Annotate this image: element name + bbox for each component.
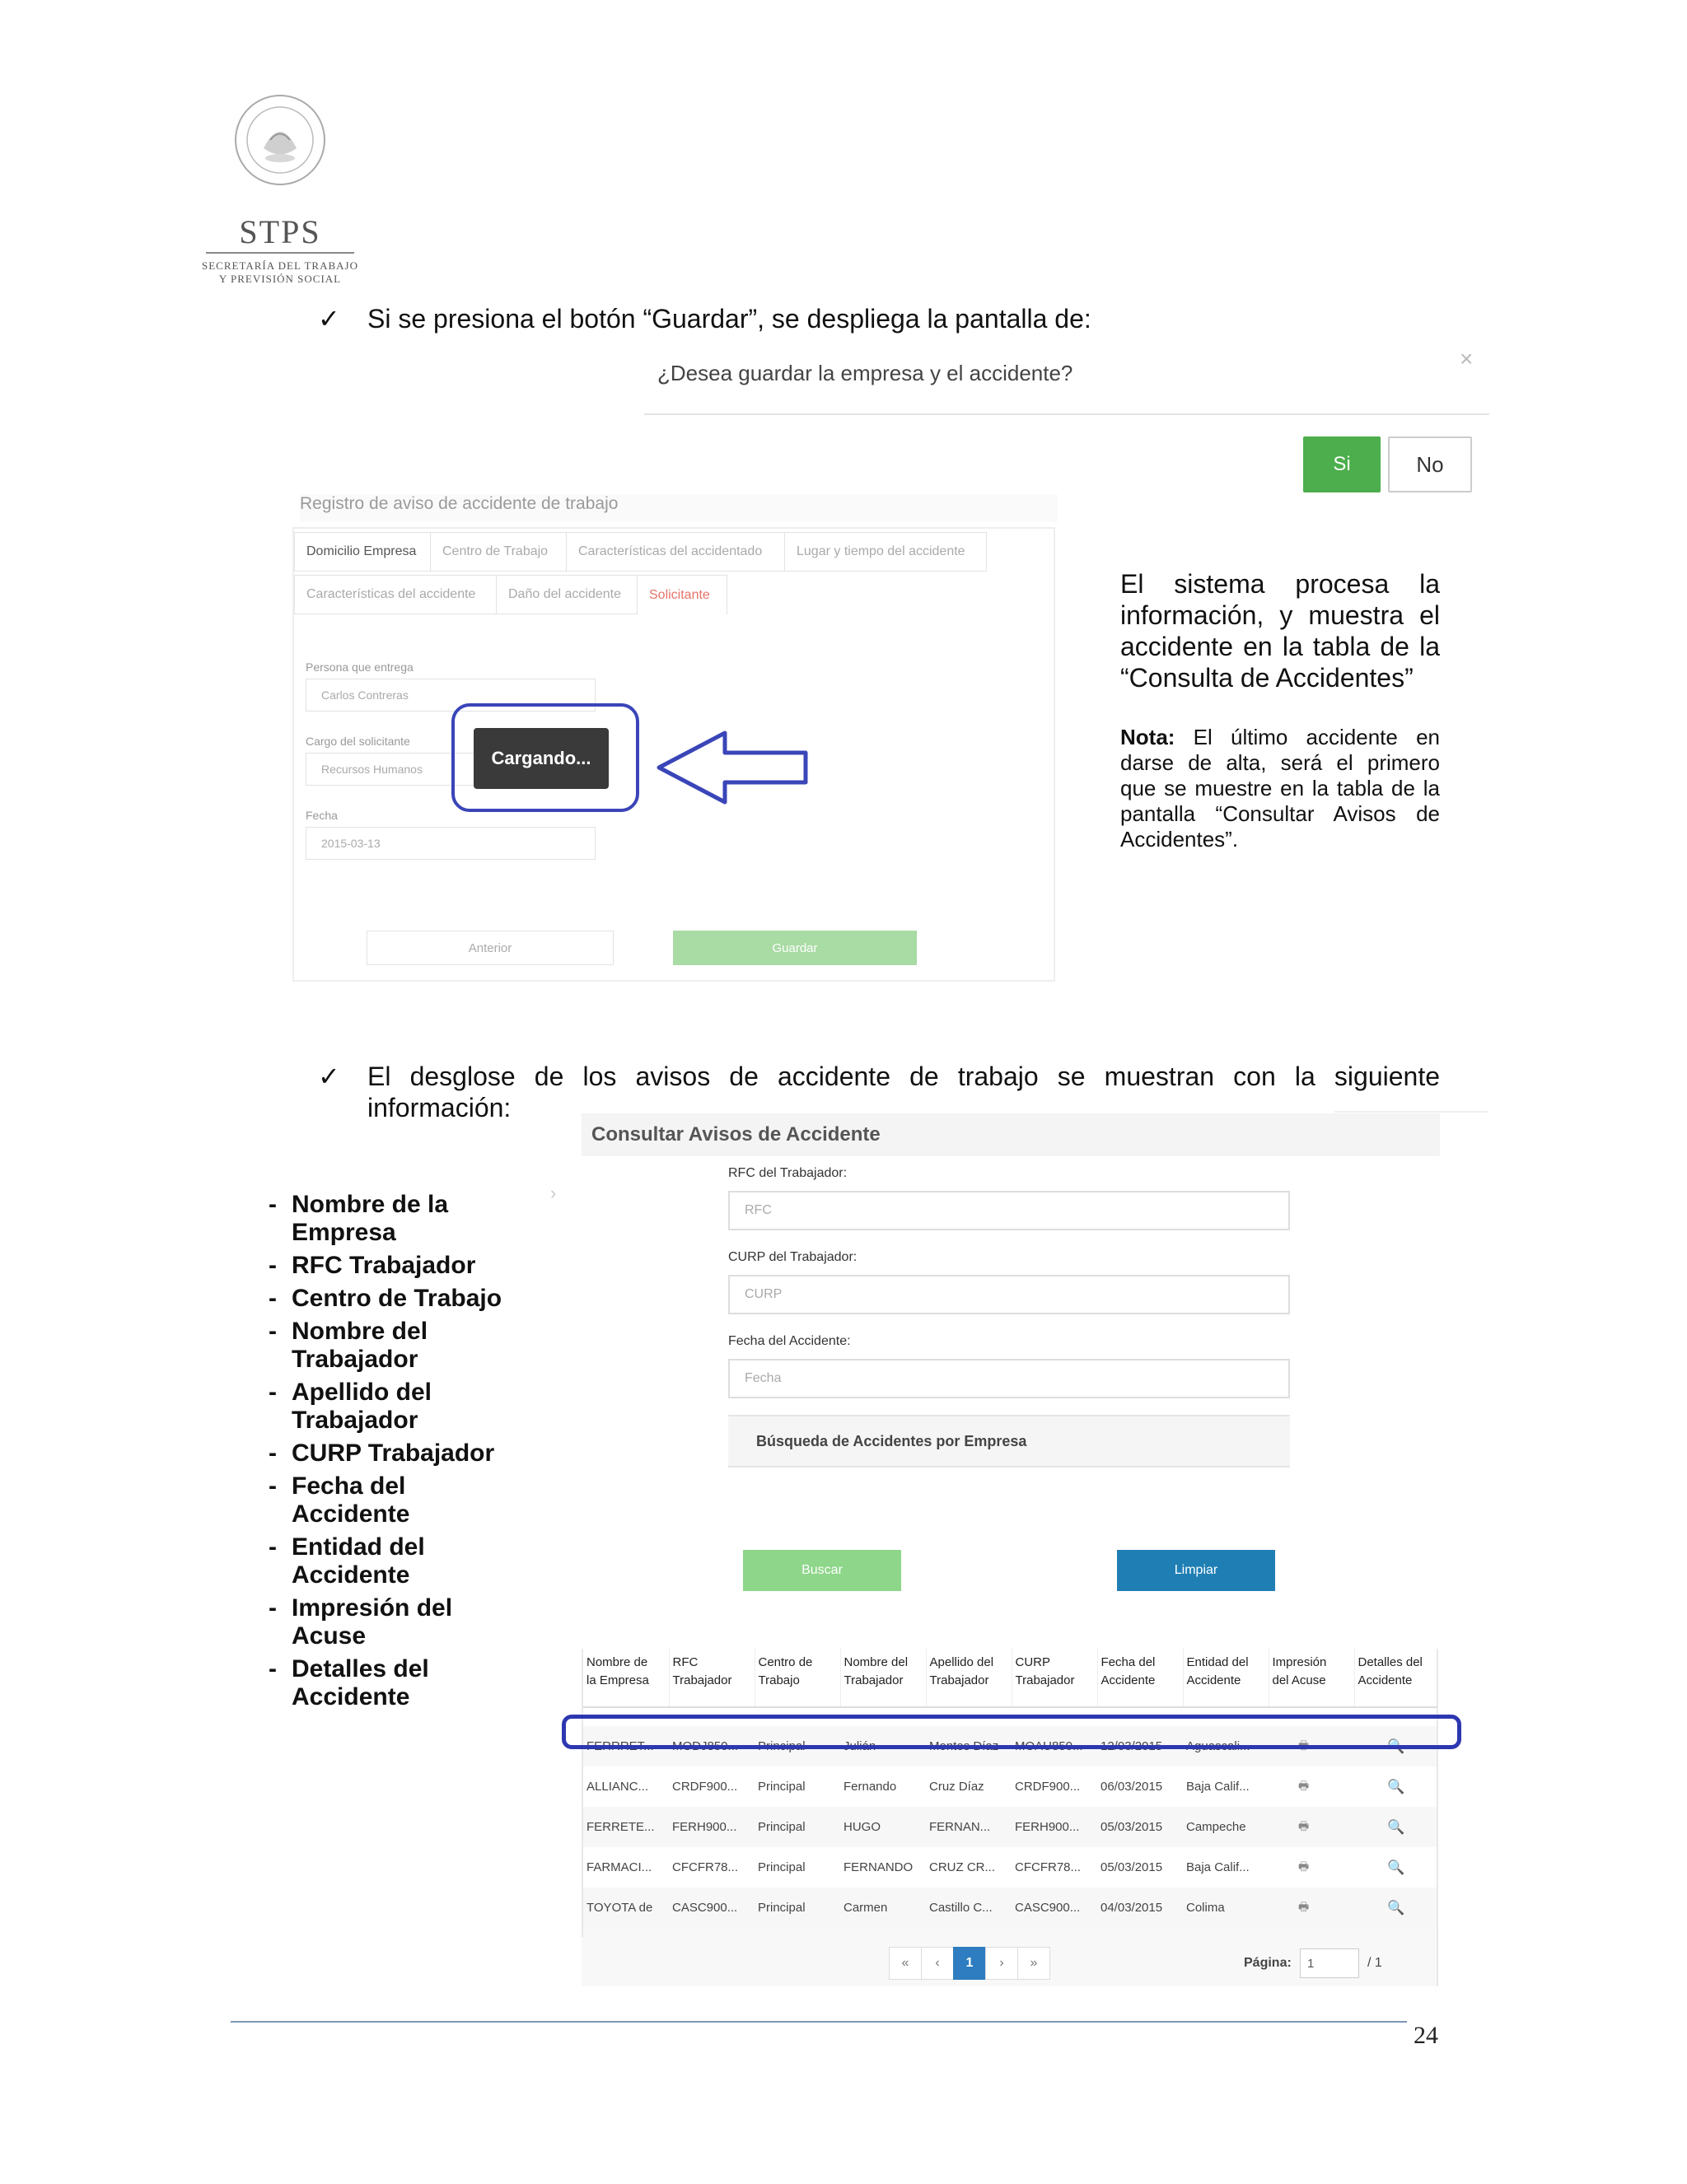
pagination <box>890 1947 1050 1980</box>
page-number: 24 <box>1414 2022 1438 2049</box>
pagina-label: Página: <box>1244 1956 1292 1970</box>
first-row-highlight-ring <box>562 1715 1461 1749</box>
search-icon[interactable]: 🔍 <box>1354 1807 1437 1847</box>
search-icon[interactable]: 🔍 <box>1387 1778 1405 1794</box>
bullet-text-guardar: Si se presiona el botón “Guardar”, se despliega la pantalla de: <box>367 304 1091 334</box>
table-row[interactable]: FARMACI... CFCFR78... Principal FERNANDO CRUZ CR... CFCFR78... 05/03/2015 Baja Calif... 🖶 🔍 <box>583 1847 1437 1888</box>
curp-label: CURP del Trabajador: <box>728 1250 858 1264</box>
checkmark-icon: ✓ <box>318 304 340 334</box>
list-item: - Impresión del Acuse <box>269 1594 453 1650</box>
mexico-seal-icon <box>231 91 329 189</box>
accidents-table <box>583 1649 1437 1928</box>
bullet-text-desglose: El desglose de los avisos de accidente de trabajo se muestran con la siguiente <box>367 1062 1440 1091</box>
table-right-border <box>1437 1649 1438 1986</box>
print-icon[interactable]: 🖶 <box>1298 1859 1310 1873</box>
table-row[interactable]: ALLIANC... CRDF900... Principal Fernando Cruz Díaz CRDF900... 06/03/2015 Baja Calif... 🖶 🔍 <box>583 1766 1437 1807</box>
tab-caracteristicas-accidente[interactable]: Características del accidente <box>294 575 497 614</box>
curp-input[interactable]: CURP <box>728 1275 1290 1314</box>
table-left-border <box>582 1649 583 1937</box>
logo-name: STPS <box>239 213 321 250</box>
fecha-input[interactable]: 2015-03-13 <box>306 827 596 860</box>
limpiar-button[interactable]: Limpiar <box>1117 1550 1275 1591</box>
rfc-label: RFC del Trabajador: <box>728 1166 848 1180</box>
list-item: - Entidad del Accidente <box>269 1533 425 1589</box>
cargo-input[interactable]: Recursos Humanos <box>306 753 596 786</box>
logo-subtitle-2: Y PREVISIÓN SOCIAL <box>218 273 342 285</box>
list-item: - RFC Trabajador <box>269 1252 476 1279</box>
list-item: - Centro de Trabajo <box>269 1285 502 1312</box>
pager-last-button[interactable]: » <box>1017 1947 1050 1980</box>
list-item: - Detalles del Accidente <box>269 1655 429 1710</box>
print-icon[interactable]: 🖶 <box>1269 1888 1354 1928</box>
print-icon[interactable]: 🖶 <box>1298 1778 1310 1792</box>
rfc-input[interactable]: RFC <box>728 1191 1290 1230</box>
list-item: - Apellido del Trabajador <box>269 1379 432 1434</box>
field-list <box>269 1191 540 1716</box>
fecha-label: Fecha <box>306 809 338 822</box>
pagina-input[interactable]: 1 <box>1300 1948 1359 1978</box>
table-row[interactable]: FERRRET... MODJ850... Principal Julián Montes Díaz MOAU850... 12/03/2015 Aguascali... 🖶 🔍 <box>583 1726 1437 1766</box>
col-header-nombre[interactable]: Nombre del Trabajador <box>840 1649 926 1707</box>
logo-subtitle-1: SECRETARÍA DEL TRABAJO <box>202 259 358 272</box>
search-icon[interactable]: 🔍 <box>1354 1726 1437 1766</box>
loading-indicator: Cargando... <box>474 728 609 789</box>
pager-first-button[interactable]: « <box>889 1947 922 1980</box>
anterior-button[interactable]: Anterior <box>367 931 614 965</box>
tab-domicilio-empresa[interactable]: Domicilio Empresa <box>294 532 431 572</box>
col-header-apellido[interactable]: Apellido del Trabajador <box>926 1649 1012 1707</box>
col-header-detalles[interactable]: Detalles del Accidente <box>1354 1649 1437 1707</box>
list-item: - CURP Trabajador <box>269 1440 495 1467</box>
cargo-label: Cargo del solicitante <box>306 735 410 748</box>
list-item: - Nombre de la Empresa <box>269 1191 449 1246</box>
pager-next-button[interactable]: › <box>985 1947 1018 1980</box>
col-header-centro[interactable]: Centro de Trabajo <box>755 1649 840 1707</box>
persona-label: Persona que entrega <box>306 660 414 674</box>
checkmark-icon: ✓ <box>318 1062 340 1091</box>
consult-title: Consultar Avisos de Accidente <box>582 1113 1440 1156</box>
consult-top-rule <box>1334 1111 1488 1113</box>
fecha-accidente-label: Fecha del Accidente: <box>728 1334 851 1348</box>
guardar-button[interactable]: Guardar <box>673 931 917 965</box>
stps-logo-text <box>189 212 371 286</box>
table-header-row <box>583 1649 1437 1707</box>
registro-title: Registro de aviso de accidente de trabajo <box>300 494 1058 522</box>
tab-centro-trabajo[interactable]: Centro de Trabajo <box>430 532 567 572</box>
note-label: Nota: <box>1120 725 1175 749</box>
col-header-fecha[interactable]: Fecha del Accidente <box>1097 1649 1183 1707</box>
buscar-button[interactable]: Buscar <box>743 1550 901 1591</box>
fecha-accidente-input[interactable]: Fecha <box>728 1359 1290 1398</box>
tab-solicitante[interactable]: Solicitante <box>637 575 727 614</box>
no-button[interactable]: No <box>1388 436 1472 492</box>
search-icon[interactable]: 🔍 <box>1354 1888 1437 1928</box>
tab-dano-accidente[interactable]: Daño del accidente <box>496 575 638 614</box>
tab-lugar-tiempo[interactable]: Lugar y tiempo del accidente <box>784 532 987 572</box>
col-header-curp[interactable]: CURP Trabajador <box>1012 1649 1097 1707</box>
explanation-text: El sistema procesa la información, y muestra el accidente en la tabla de la “Consulta de Accidentes” <box>1120 569 1440 693</box>
si-button[interactable]: Si <box>1303 436 1381 492</box>
tab-caracteristicas-accidentado[interactable]: Características del accidentado <box>566 532 785 572</box>
print-icon[interactable]: 🖶 <box>1269 1807 1354 1847</box>
list-item: - Fecha del Accidente <box>269 1472 410 1528</box>
modal-question: ¿Desea guardar la empresa y el accidente? <box>657 361 1073 385</box>
col-header-impresion[interactable]: Impresión del Acuse <box>1269 1649 1354 1707</box>
note-body: El último accidente en darse de alta, será el primero que se muestre en la tabla de la pantalla “Consultar Avisos de Accidentes”. <box>1120 725 1440 852</box>
table-row[interactable]: TOYOTA de CASC900... Principal Carmen Castillo C... CASC900... 04/03/2015 Colima 🖶 🔍 <box>583 1888 1437 1928</box>
print-icon[interactable]: 🖶 <box>1269 1726 1354 1766</box>
footer-divider <box>231 2021 1407 2023</box>
persona-input[interactable]: Carlos Contreras <box>306 679 596 712</box>
chevron-right-icon[interactable]: › <box>550 1183 557 1203</box>
col-header-empresa[interactable]: Nombre de la Empresa <box>583 1649 669 1707</box>
busqueda-empresa-toggle[interactable]: Búsqueda de Accidentes por Empresa <box>728 1415 1290 1468</box>
modal-divider <box>644 413 1489 415</box>
pager-prev-button[interactable]: ‹ <box>921 1947 954 1980</box>
bullet-text-desglose-2: información: <box>367 1093 512 1122</box>
col-header-entidad[interactable]: Entidad del Accidente <box>1183 1649 1269 1707</box>
note-text <box>1120 725 1440 852</box>
search-icon[interactable]: 🔍 <box>1387 1859 1405 1875</box>
arrow-left-icon <box>656 730 809 805</box>
list-item: - Nombre del Trabajador <box>269 1318 428 1373</box>
pager-current-page[interactable]: 1 <box>953 1947 986 1980</box>
col-header-rfc[interactable]: RFC Trabajador <box>669 1649 755 1707</box>
pagina-total: / 1 <box>1367 1956 1382 1970</box>
table-row[interactable]: FERRETE... FERH900... Principal HUGO FERNAN... FERH900... 05/03/2015 Campeche 🖶 🔍 <box>583 1807 1437 1847</box>
close-icon[interactable]: × <box>1460 346 1474 371</box>
